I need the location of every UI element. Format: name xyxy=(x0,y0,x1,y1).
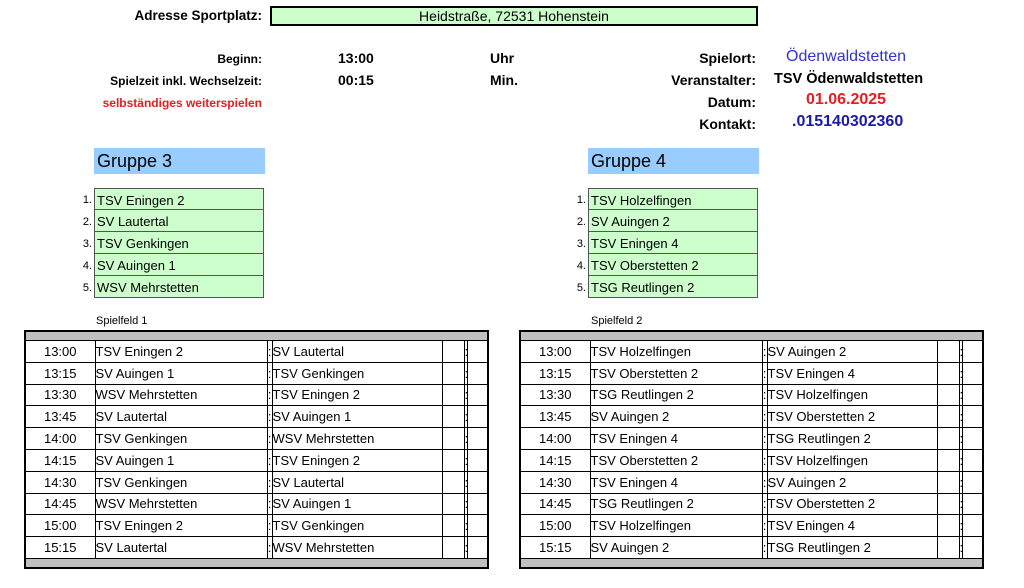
game-time: 13:30 xyxy=(521,384,590,406)
start-value: 13:00 xyxy=(338,50,374,66)
game-time: 14:00 xyxy=(521,428,590,450)
home-team: SV Lautertal xyxy=(95,406,267,428)
field-2-games-table xyxy=(521,341,982,558)
home-team: TSV Eningen 2 xyxy=(95,341,267,362)
game-row xyxy=(26,471,487,493)
game-time: 14:15 xyxy=(521,449,590,471)
home-team: SV Auingen 1 xyxy=(95,449,267,471)
score-home xyxy=(937,471,959,493)
score-away xyxy=(962,471,982,493)
score-separator: : xyxy=(959,362,962,384)
away-team: TSV Genkingen xyxy=(272,515,442,537)
home-team: TSV Oberstetten 2 xyxy=(590,449,762,471)
team-separator: : xyxy=(267,406,272,428)
score-home xyxy=(442,362,464,384)
game-row xyxy=(521,362,982,384)
game-row xyxy=(521,428,982,450)
score-away xyxy=(962,362,982,384)
game-row xyxy=(26,493,487,515)
away-team: SV Auingen 2 xyxy=(767,471,937,493)
game-time: 15:15 xyxy=(521,537,590,558)
home-team: TSV Genkingen xyxy=(95,428,267,450)
away-team: TSG Reutlingen 2 xyxy=(767,428,937,450)
score-home xyxy=(442,428,464,450)
team-name: TSV Eningen 2 xyxy=(94,188,264,210)
score-separator: : xyxy=(959,341,962,362)
playtime-unit: Min. xyxy=(490,72,518,88)
venue-label: Spielort: xyxy=(699,50,756,66)
home-team: SV Auingen 1 xyxy=(95,362,267,384)
team-separator: : xyxy=(762,384,767,406)
team-separator: : xyxy=(267,449,272,471)
score-separator: : xyxy=(464,471,467,493)
schedule-footer-bar xyxy=(26,558,487,567)
start-label: Beginn: xyxy=(217,52,262,66)
score-away xyxy=(467,406,487,428)
score-away xyxy=(962,428,982,450)
team-name: WSV Mehrstetten xyxy=(94,276,264,298)
team-separator: : xyxy=(762,406,767,428)
score-away xyxy=(467,428,487,450)
score-separator: : xyxy=(464,428,467,450)
home-team: WSV Mehrstetten xyxy=(95,384,267,406)
game-row xyxy=(26,362,487,384)
home-team: SV Auingen 2 xyxy=(590,406,762,428)
group-3-title: Gruppe 3 xyxy=(94,148,265,174)
team-name: TSV Holzelfingen xyxy=(588,188,758,210)
game-time: 15:00 xyxy=(26,515,95,537)
score-separator: : xyxy=(959,449,962,471)
team-name: SV Lautertal xyxy=(94,210,264,232)
score-home xyxy=(937,493,959,515)
score-home xyxy=(937,384,959,406)
score-home xyxy=(937,362,959,384)
play-note: selbständiges weiterspielen xyxy=(102,96,262,110)
game-time: 14:45 xyxy=(26,493,95,515)
score-separator: : xyxy=(464,384,467,406)
score-separator: : xyxy=(464,537,467,558)
team-separator: : xyxy=(267,341,272,362)
score-away xyxy=(467,515,487,537)
score-separator: : xyxy=(959,471,962,493)
team-separator: : xyxy=(762,471,767,493)
date-label: Datum: xyxy=(707,94,756,110)
team-separator: : xyxy=(762,449,767,471)
away-team: TSV Oberstetten 2 xyxy=(767,406,937,428)
game-time: 15:00 xyxy=(521,515,590,537)
game-time: 13:00 xyxy=(26,341,95,362)
score-away xyxy=(962,493,982,515)
away-team: SV Lautertal xyxy=(272,341,442,362)
field-1-label: Spielfeld 1 xyxy=(96,315,148,327)
game-time: 14:30 xyxy=(521,471,590,493)
game-time: 13:30 xyxy=(26,384,95,406)
score-separator: : xyxy=(959,384,962,406)
away-team: WSV Mehrstetten xyxy=(272,537,442,558)
score-home xyxy=(937,428,959,450)
away-team: WSV Mehrstetten xyxy=(272,428,442,450)
score-home xyxy=(937,537,959,558)
away-team: TSV Eningen 2 xyxy=(272,384,442,406)
team-separator: : xyxy=(762,537,767,558)
game-row xyxy=(521,384,982,406)
score-separator: : xyxy=(464,515,467,537)
team-separator: : xyxy=(267,428,272,450)
game-row xyxy=(521,493,982,515)
score-away xyxy=(962,341,982,362)
score-away xyxy=(467,341,487,362)
game-time: 14:00 xyxy=(26,428,95,450)
score-away xyxy=(467,537,487,558)
team-separator: : xyxy=(762,362,767,384)
home-team: TSV Eningen 4 xyxy=(590,471,762,493)
field-2-label: Spielfeld 2 xyxy=(591,315,643,327)
game-row xyxy=(521,471,982,493)
home-team: TSV Genkingen xyxy=(95,471,267,493)
home-team: TSV Eningen 2 xyxy=(95,515,267,537)
score-separator: : xyxy=(464,406,467,428)
home-team: TSV Holzelfingen xyxy=(590,515,762,537)
game-row xyxy=(26,341,487,362)
start-unit: Uhr xyxy=(490,50,515,66)
team-name: TSV Oberstetten 2 xyxy=(588,254,758,276)
team-separator: : xyxy=(762,493,767,515)
game-row xyxy=(26,406,487,428)
schedule-footer-bar xyxy=(521,558,982,567)
team-separator: : xyxy=(267,384,272,406)
team-name: SV Auingen 2 xyxy=(588,210,758,232)
score-separator: : xyxy=(464,341,467,362)
score-away xyxy=(962,384,982,406)
game-row xyxy=(26,515,487,537)
home-team: TSV Oberstetten 2 xyxy=(590,362,762,384)
group-4-title: Gruppe 4 xyxy=(588,148,759,174)
game-time: 13:15 xyxy=(521,362,590,384)
team-separator: : xyxy=(267,515,272,537)
team-name: TSV Genkingen xyxy=(94,232,264,254)
score-away xyxy=(467,493,487,515)
team-name: TSG Reutlingen 2 xyxy=(588,276,758,298)
away-team: SV Auingen 1 xyxy=(272,406,442,428)
venue-value: Ödenwaldstetten xyxy=(786,48,907,65)
away-team: TSV Eningen 4 xyxy=(767,362,937,384)
home-team: SV Lautertal xyxy=(95,537,267,558)
team-name: TSV Eningen 4 xyxy=(588,232,758,254)
home-team: TSG Reutlingen 2 xyxy=(590,493,762,515)
score-away xyxy=(467,471,487,493)
away-team: TSV Eningen 2 xyxy=(272,449,442,471)
score-home xyxy=(442,515,464,537)
game-row xyxy=(26,428,487,450)
field-1-schedule xyxy=(24,330,489,569)
away-team: TSV Holzelfingen xyxy=(767,449,937,471)
team-separator: : xyxy=(762,515,767,537)
score-home xyxy=(442,384,464,406)
score-away xyxy=(467,362,487,384)
game-time: 13:15 xyxy=(26,362,95,384)
home-team: TSV Eningen 4 xyxy=(590,428,762,450)
score-home xyxy=(442,537,464,558)
game-row xyxy=(26,449,487,471)
game-time: 14:45 xyxy=(521,493,590,515)
score-away xyxy=(962,515,982,537)
contact-value: .015140302360 xyxy=(792,113,904,130)
game-row xyxy=(521,449,982,471)
away-team: TSV Genkingen xyxy=(272,362,442,384)
away-team: TSV Holzelfingen xyxy=(767,384,937,406)
home-team: TSV Holzelfingen xyxy=(590,341,762,362)
score-separator: : xyxy=(959,537,962,558)
score-separator: : xyxy=(959,428,962,450)
field-2-schedule xyxy=(519,330,984,569)
score-home xyxy=(442,471,464,493)
score-separator: : xyxy=(464,493,467,515)
away-team: TSV Eningen 4 xyxy=(767,515,937,537)
game-time: 13:45 xyxy=(521,406,590,428)
game-time: 13:45 xyxy=(26,406,95,428)
score-away xyxy=(962,406,982,428)
game-time: 14:30 xyxy=(26,471,95,493)
schedule-header-bar xyxy=(521,332,982,341)
date-value: 01.06.2025 xyxy=(806,91,887,108)
score-away xyxy=(467,384,487,406)
team-name: SV Auingen 1 xyxy=(94,254,264,276)
organizer-value: TSV Ödenwaldstetten xyxy=(774,71,924,87)
team-separator: : xyxy=(267,362,272,384)
score-home xyxy=(937,449,959,471)
away-team: SV Lautertal xyxy=(272,471,442,493)
score-separator: : xyxy=(959,406,962,428)
score-separator: : xyxy=(464,449,467,471)
field-1-games-table xyxy=(26,341,487,558)
score-home xyxy=(937,515,959,537)
game-row xyxy=(521,515,982,537)
game-row xyxy=(521,406,982,428)
game-time: 13:00 xyxy=(521,341,590,362)
game-time: 15:15 xyxy=(26,537,95,558)
address-label: Adresse Sportplatz: xyxy=(134,8,262,23)
game-row xyxy=(521,341,982,362)
score-separator: : xyxy=(959,493,962,515)
game-time: 14:15 xyxy=(26,449,95,471)
address-field: Heidstraße, 72531 Hohenstein xyxy=(270,6,758,26)
contact-label: Kontakt: xyxy=(699,116,756,132)
team-separator: : xyxy=(762,341,767,362)
home-team: WSV Mehrstetten xyxy=(95,493,267,515)
home-team: SV Auingen 2 xyxy=(590,537,762,558)
score-away xyxy=(962,537,982,558)
team-separator: : xyxy=(267,493,272,515)
team-separator: : xyxy=(267,471,272,493)
score-away xyxy=(467,449,487,471)
organizer-label: Veranstalter: xyxy=(671,72,756,88)
score-home xyxy=(442,449,464,471)
score-separator: : xyxy=(464,362,467,384)
schedule-header-bar xyxy=(26,332,487,341)
score-home xyxy=(442,406,464,428)
game-row xyxy=(26,384,487,406)
home-team: TSG Reutlingen 2 xyxy=(590,384,762,406)
game-row xyxy=(521,537,982,558)
playtime-label: Spielzeit inkl. Wechselzeit: xyxy=(110,74,262,88)
score-separator: : xyxy=(959,515,962,537)
playtime-value: 00:15 xyxy=(338,72,374,88)
score-away xyxy=(962,449,982,471)
score-home xyxy=(937,406,959,428)
game-row xyxy=(26,537,487,558)
away-team: SV Auingen 1 xyxy=(272,493,442,515)
away-team: TSG Reutlingen 2 xyxy=(767,537,937,558)
team-separator: : xyxy=(267,537,272,558)
away-team: SV Auingen 2 xyxy=(767,341,937,362)
away-team: TSV Oberstetten 2 xyxy=(767,493,937,515)
score-home xyxy=(937,341,959,362)
score-home xyxy=(442,493,464,515)
score-home xyxy=(442,341,464,362)
team-separator: : xyxy=(762,428,767,450)
